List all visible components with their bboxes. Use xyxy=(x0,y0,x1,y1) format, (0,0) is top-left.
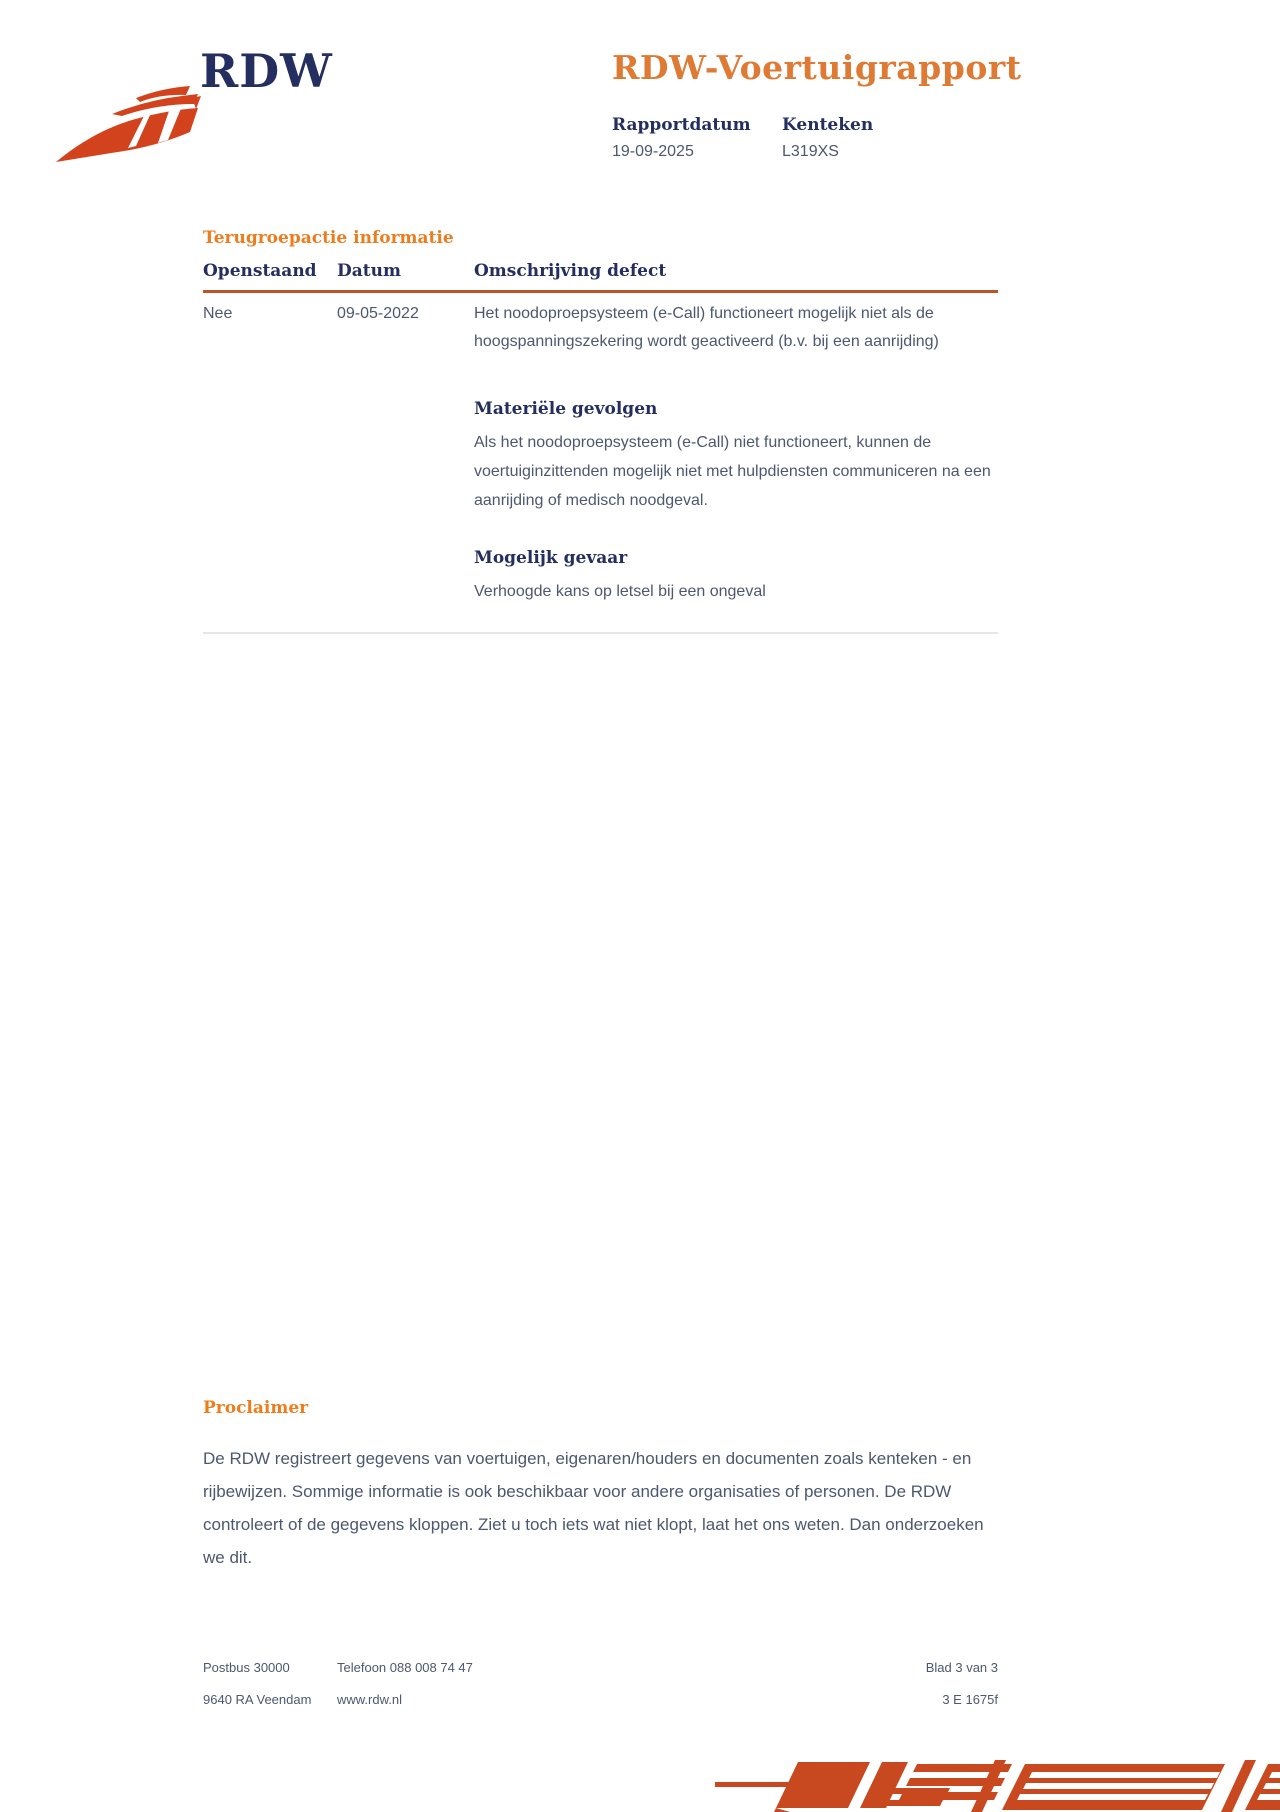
footer-phone: Telefoon 088 008 74 47 xyxy=(337,1660,473,1675)
footer-form-code: 3 E 1675f xyxy=(942,1692,998,1707)
cell-openstaand: Nee xyxy=(203,305,233,322)
recall-section xyxy=(203,228,998,634)
footer-website: www.rdw.nl xyxy=(337,1692,403,1707)
page-title: RDW-Voertuigrapport xyxy=(612,48,1022,87)
report-header xyxy=(612,48,1092,161)
table-header-divider xyxy=(203,290,998,293)
column-header-openstaand: Openstaand xyxy=(203,261,317,281)
rdw-logo-swoosh-icon xyxy=(52,68,202,168)
license-plate-label: Kenteken xyxy=(782,115,874,135)
report-date-label: Rapportdatum xyxy=(612,115,751,135)
footer-row-2 xyxy=(203,1692,998,1707)
material-consequences-text: Als het noodoproepsysteem (e-Call) niet functioneert, kunnen de voertuiginzittenden mogelijk niet met hulpdiensten communiceren na een aanrijding of medisch noodgeval. xyxy=(474,434,991,509)
cell-omschrijving-defect: Het noodoproepsysteem (e-Call) functioneert mogelijk niet als de hoogspanningszekering wordt geactiveerd (b.v. bij een aanrijding) xyxy=(474,305,939,350)
material-consequences-heading: Materiële gevolgen xyxy=(474,399,658,419)
rdw-logo xyxy=(52,40,333,160)
possible-danger-heading: Mogelijk gevaar xyxy=(474,548,628,568)
possible-danger-text: Verhoogde kans op letsel bij een ongeval xyxy=(474,583,766,600)
footer-row-1 xyxy=(203,1660,998,1675)
table-row xyxy=(203,300,998,356)
rdw-stripes-graphic xyxy=(680,1742,1280,1812)
column-header-omschrijving-defect: Omschrijving defect xyxy=(474,261,667,281)
footer-page-number: Blad 3 van 3 xyxy=(925,1660,998,1675)
report-date-group xyxy=(612,115,782,161)
report-meta xyxy=(612,115,1092,161)
footer-city-address: 9640 RA Veendam xyxy=(203,1692,312,1707)
column-header-datum: Datum xyxy=(337,261,401,281)
possible-danger-block xyxy=(474,548,998,606)
proclaimer-text: De RDW registreert gegevens van voertuigen, eigenaren/houders en documenten zoals kenteken - en rijbewijzen. Sommige informatie is ook beschikbaar voor andere organisaties of personen. De RDW controleert of de gegevens kloppen. Ziet u toch iets wat niet klopt, laat het ons weten. Dan onderzoeken we dit. xyxy=(203,1449,984,1567)
material-consequences-block xyxy=(474,399,998,515)
report-date-value: 19-09-2025 xyxy=(612,143,694,160)
recall-section-heading: Terugroepactie informatie xyxy=(203,228,454,248)
license-plate-value: L319XS xyxy=(782,143,839,160)
page-footer xyxy=(203,1660,998,1724)
section-bottom-divider xyxy=(203,632,998,634)
cell-datum: 09-05-2022 xyxy=(337,305,419,322)
rdw-logo-text: RDW xyxy=(200,44,333,98)
proclaimer-section xyxy=(203,1398,1003,1574)
license-plate-group xyxy=(782,115,873,161)
recall-table-header xyxy=(203,261,998,281)
proclaimer-heading: Proclaimer xyxy=(203,1398,309,1418)
footer-postal-address: Postbus 30000 xyxy=(203,1660,290,1675)
